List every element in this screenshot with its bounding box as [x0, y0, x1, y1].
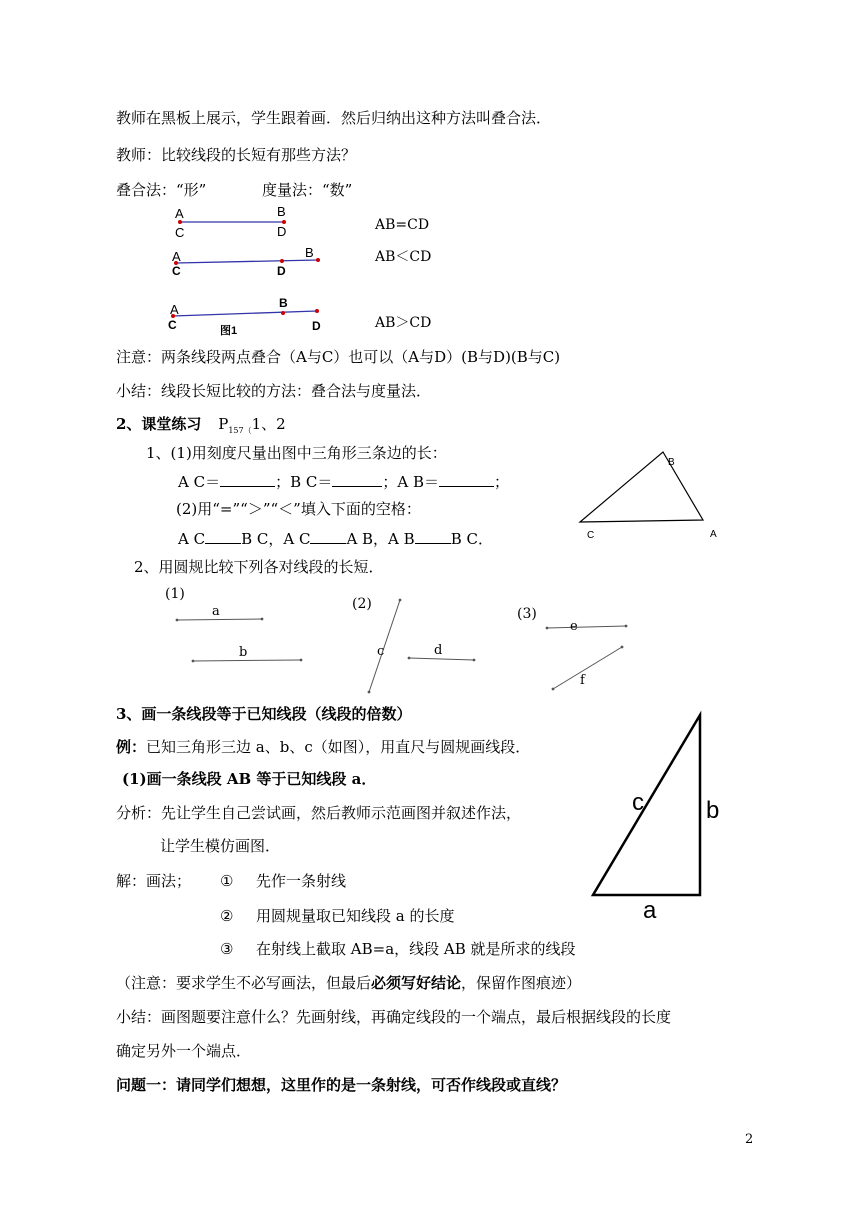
svg-text:(2): (2): [352, 596, 372, 612]
example-line: 例：已知三角形三边 a、b、c（如图），用直尺与圆规画线段．: [116, 738, 531, 756]
segment-line: [173, 311, 317, 316]
relation-label: AB＞CD: [375, 315, 432, 331]
text-line: 先作一条射线: [256, 872, 347, 890]
section-title: 3、画一条线段等于已知线段（线段的倍数）: [116, 705, 412, 723]
point-label: C: [172, 264, 181, 278]
text-line: 用圆规量取已知线段 a 的长度: [256, 907, 455, 925]
text-line: 1、(1)用刻度尺量出图中三角形三条边的长：: [146, 444, 447, 462]
text-line: 度量法：“数”: [262, 181, 353, 199]
remark-line: （注意：要求学生不必写画法，但最后必须写好结论，保留作图痕迹）: [116, 974, 582, 992]
step-number: ③: [220, 940, 234, 958]
blank-line: A C＝ ；B C＝ ；A B＝ ；: [178, 473, 509, 491]
side-label: c: [632, 789, 644, 816]
text-line: 解：画法；: [116, 872, 192, 890]
point-label: D: [277, 224, 287, 239]
point: [316, 258, 320, 262]
point-label: A: [170, 302, 179, 317]
question-line: 问题一：请同学们想想，这里作的是一条射线，可否作线段或直线？: [116, 1076, 567, 1094]
blank-line: A C B C，A C A B，A B B C．: [178, 530, 493, 548]
svg-text:f: f: [580, 673, 585, 688]
point-label: B: [279, 296, 288, 310]
segment-comparison-figure: [160, 200, 360, 340]
point-label: D: [312, 319, 321, 333]
step-number: ②: [220, 907, 234, 925]
point-label: A: [172, 249, 181, 264]
text-line: 2、用圆规比较下列各对线段的长短．: [134, 558, 384, 576]
section-title: 2、课堂练习: [116, 415, 202, 433]
segment-line: [176, 260, 318, 263]
big-triangle-figure: [580, 705, 730, 930]
relation-label: AB=CD: [375, 217, 430, 233]
point: [280, 259, 284, 263]
svg-text:d: d: [434, 643, 443, 658]
text-line: 小结：画图题要注意什么？先画射线，再确定线段的一个端点，最后根据线段的长度: [116, 1008, 672, 1026]
point-label: C: [175, 225, 185, 240]
text-line: 确定另外一个端点．: [116, 1042, 252, 1060]
text-line: 分析：先让学生自己尝试画，然后教师示范画图并叙述作法，: [116, 804, 522, 822]
text-line: 叠合法：“形”: [116, 181, 207, 199]
svg-text:e: e: [570, 619, 578, 634]
page-ref: $P_{157(}1$、2: [218, 415, 286, 435]
text-line: 教师在黑板上展示，学生跟着画．然后归纳出这种方法叫叠合法．: [116, 109, 552, 127]
point-label: B: [277, 204, 286, 219]
point-label: A: [175, 206, 184, 221]
text-line: 教师：比较线段的长短有那些方法？: [116, 146, 357, 164]
svg-text:(1): (1): [165, 586, 185, 602]
point-label: B: [305, 245, 314, 260]
point-label: C: [168, 318, 177, 332]
point: [281, 311, 285, 315]
point: [315, 309, 319, 313]
step-number: ①: [220, 872, 234, 890]
triangle-shape: [593, 715, 700, 895]
text-line: 小结：线段长短比较的方法：叠合法与度量法．: [116, 382, 432, 400]
small-triangle-figure: [570, 440, 730, 545]
page-number: 2: [745, 1132, 754, 1147]
svg-text:(3): (3): [517, 606, 537, 622]
text-line: 让学生模仿画图．: [160, 837, 281, 855]
relation-label: AB＜CD: [375, 249, 432, 265]
svg-text:c: c: [377, 644, 385, 659]
triangle-shape: [580, 452, 703, 522]
text-line: (2)用“=”“＞”“＜”填入下面的空格：: [176, 500, 421, 518]
text-line: 在射线上截取 AB=a，线段 AB 就是所求的线段: [256, 940, 576, 958]
svg-text:b: b: [239, 645, 248, 660]
vertex-label: B: [668, 457, 675, 468]
text-line: (1)画一条线段 AB 等于已知线段 a．: [122, 770, 377, 788]
text-line: 注意：两条线段两点叠合（A与C）也可以（A与D）(B与D)(B与C): [116, 348, 561, 366]
section-heading: [116, 414, 286, 441]
side-label: a: [643, 897, 657, 924]
svg-text:a: a: [212, 604, 220, 619]
vertex-label: A: [710, 529, 717, 540]
side-label: b: [706, 797, 720, 824]
pair-1: [165, 586, 302, 662]
segment-pairs-figure: [150, 582, 650, 700]
point-label: D: [277, 264, 286, 278]
pair-2: [352, 596, 475, 693]
vertex-label: C: [587, 530, 595, 541]
pair-3: [517, 606, 627, 690]
figure-caption: 图1: [220, 325, 238, 337]
